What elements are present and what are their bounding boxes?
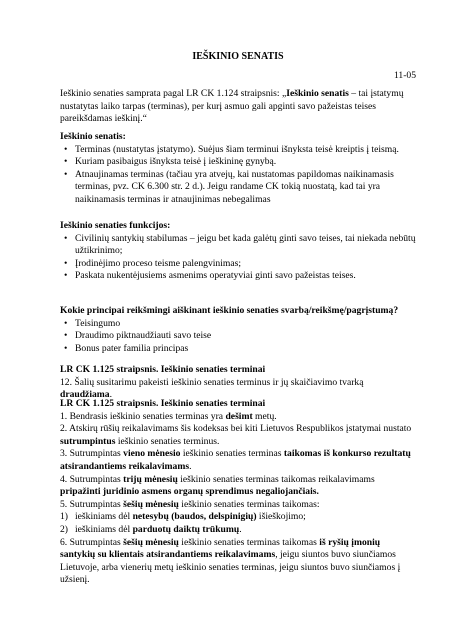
terms-heading: Ieškinio senatis: bbox=[60, 131, 126, 142]
list-item: • Paskata nukentėjusiems asmenims operatyviai ginti savo pažeistas teises. bbox=[60, 270, 416, 283]
functions-list bbox=[60, 233, 416, 283]
text-span: ieškinio senaties terminas bbox=[180, 448, 284, 460]
text-span: , jeigu siuntos buvo siunčiamos Lietuvoje, arba vienerių metų ieškinio senaties terminas, jeigu siuntos buvo siunčiamos į užsienį. bbox=[60, 549, 401, 586]
article-1-125-terms bbox=[60, 398, 416, 587]
principles-section bbox=[60, 305, 416, 355]
list-item: • Bonus pater familia principas bbox=[60, 343, 416, 356]
text-span: 5. Sutrumpintas bbox=[60, 498, 124, 510]
text-span: ieškinio senaties terminas taikomas bbox=[178, 536, 320, 548]
text-span-bold: dešimt bbox=[225, 410, 253, 422]
document-date: 11-05 bbox=[393, 70, 416, 81]
paragraph-4 bbox=[60, 474, 416, 499]
numbered-sublist bbox=[60, 511, 416, 536]
text-span: ieškinio senaties terminus. bbox=[115, 435, 220, 447]
text-span: 3. Sutrumpintas bbox=[60, 448, 124, 460]
intro-rest: – tai įstatymų nustatytas laiko tarpas (terminas), per kurį asmuo gali apginti savo pažeistas teises pareikšdamas ieškinį.“ bbox=[60, 88, 404, 125]
paragraph-5 bbox=[60, 499, 416, 512]
text-span-bold: netesybų (baudos, delspinigių) bbox=[132, 511, 257, 523]
list-number: 1) bbox=[60, 511, 68, 523]
article-heading: LR CK 1.125 straipsnis. Ieškinio senaties terminai bbox=[60, 398, 266, 409]
text-span: . bbox=[189, 460, 192, 472]
functions-heading: Ieškinio senaties funkcijos: bbox=[60, 220, 171, 231]
list-item: • Draudimo piktnaudžiauti savo teise bbox=[60, 330, 416, 343]
text-span: 2. Atskirų rūšių reikalavimams šis kodeksas bei kiti Lietuvos Respublikos įstatymai nustato bbox=[60, 423, 412, 435]
document-title: IEŠKINIO SENATIS bbox=[192, 51, 284, 62]
list-item bbox=[60, 524, 416, 537]
article-text-bold: draudžiama bbox=[60, 389, 110, 401]
text-span-bold: taikomas iš konkurso rezultatų atsirandantiems reikalavimams bbox=[60, 448, 411, 472]
text-span-bold: pripažinti juridinio asmens organų sprendimus negaliojančiais. bbox=[60, 486, 319, 498]
text-span: 6. Sutrumpintas bbox=[60, 536, 124, 548]
text-span-bold: šešių mėnesių bbox=[123, 536, 179, 548]
article-text-prefix: 12. Šalių susitarimu pakeisti ieškinio senaties terminus ir jų skaičiavimo tvarką bbox=[60, 376, 364, 388]
list-item: • Įrodinėjimo proceso teisme palengvinimas; bbox=[60, 258, 416, 271]
list-item: • Civilinių santykių stabilumas – jeigu bet kada galėtų ginti savo teises, tai niekada nebūtų užtikrinimo; bbox=[60, 233, 416, 258]
article-1-125-agreement bbox=[60, 364, 416, 402]
text-span-bold: sutrumpintus bbox=[60, 435, 116, 447]
paragraph-2 bbox=[60, 423, 416, 448]
list-item bbox=[60, 511, 416, 524]
text-span: ieškinio senaties terminas taikomas reikalavimams bbox=[177, 473, 375, 485]
intro-prefix: Ieškinio senaties samprata pagal LR CK 1.124 straipsnis: „ bbox=[60, 88, 287, 99]
text-span-bold: vieno mėnesio bbox=[123, 448, 181, 460]
paragraph-1 bbox=[60, 411, 416, 424]
intro-paragraph bbox=[60, 88, 416, 126]
text-span: ieškinio senaties terminas taikomas: bbox=[178, 498, 320, 510]
principles-list bbox=[60, 318, 416, 356]
list-item: • Atnaujinamas terminas (tačiau yra atvejų, kai nustatomas papildomas naikinamasis terminas, pvz. CK 6.300 str. 2 d.). Jeigu randame CK tokią nuostatą, kad tai yra naikinamasis terminas ir atnaujinimas nebegalimas bbox=[60, 169, 416, 207]
text-span: metų. bbox=[252, 410, 277, 422]
text-span-bold: iš ryšių įmonių santykių su klientais atsirandantiems reikalavimams bbox=[60, 536, 381, 561]
intro-term: Ieškinio senatis bbox=[286, 88, 349, 99]
text-span: 4. Sutrumpintas bbox=[60, 473, 124, 485]
text-span: 1. Bendrasis ieškinio senaties terminas yra bbox=[60, 410, 226, 422]
functions-section bbox=[60, 220, 416, 283]
paragraph-3 bbox=[60, 448, 416, 473]
text-span: ieškiniams dėl bbox=[75, 523, 133, 535]
paragraph-6 bbox=[60, 537, 416, 587]
principles-heading: Kokie principai reikšmingi aiškinant ieškinio senaties svarbą/reikšmę/pagrįstumą? bbox=[60, 305, 399, 316]
text-span-bold: trijų mėnesių bbox=[123, 473, 178, 485]
article-text-suffix: . bbox=[109, 389, 112, 401]
terms-list bbox=[60, 144, 416, 207]
text-span-bold: šešių mėnesių bbox=[123, 498, 179, 510]
article-heading: LR CK 1.125 straipsnis. Ieškinio senaties terminai bbox=[60, 364, 266, 375]
text-span: išieškojimo; bbox=[256, 511, 306, 523]
list-number: 2) bbox=[60, 523, 68, 535]
text-span: ieškiniams dėl bbox=[75, 511, 133, 523]
text-span: . bbox=[239, 523, 242, 535]
list-item: • Terminas (nustatytas įstatymo). Suėjus šiam terminui išnyksta teisė kreiptis į teismą. bbox=[60, 144, 416, 157]
list-item: • Kuriam pasibaigus išnyksta teisė į ieškininę gynybą. bbox=[60, 156, 416, 169]
text-span-bold: parduotų daiktų trūkumų bbox=[132, 523, 240, 535]
terms-section bbox=[60, 131, 416, 207]
list-item: • Teisingumo bbox=[60, 318, 416, 331]
